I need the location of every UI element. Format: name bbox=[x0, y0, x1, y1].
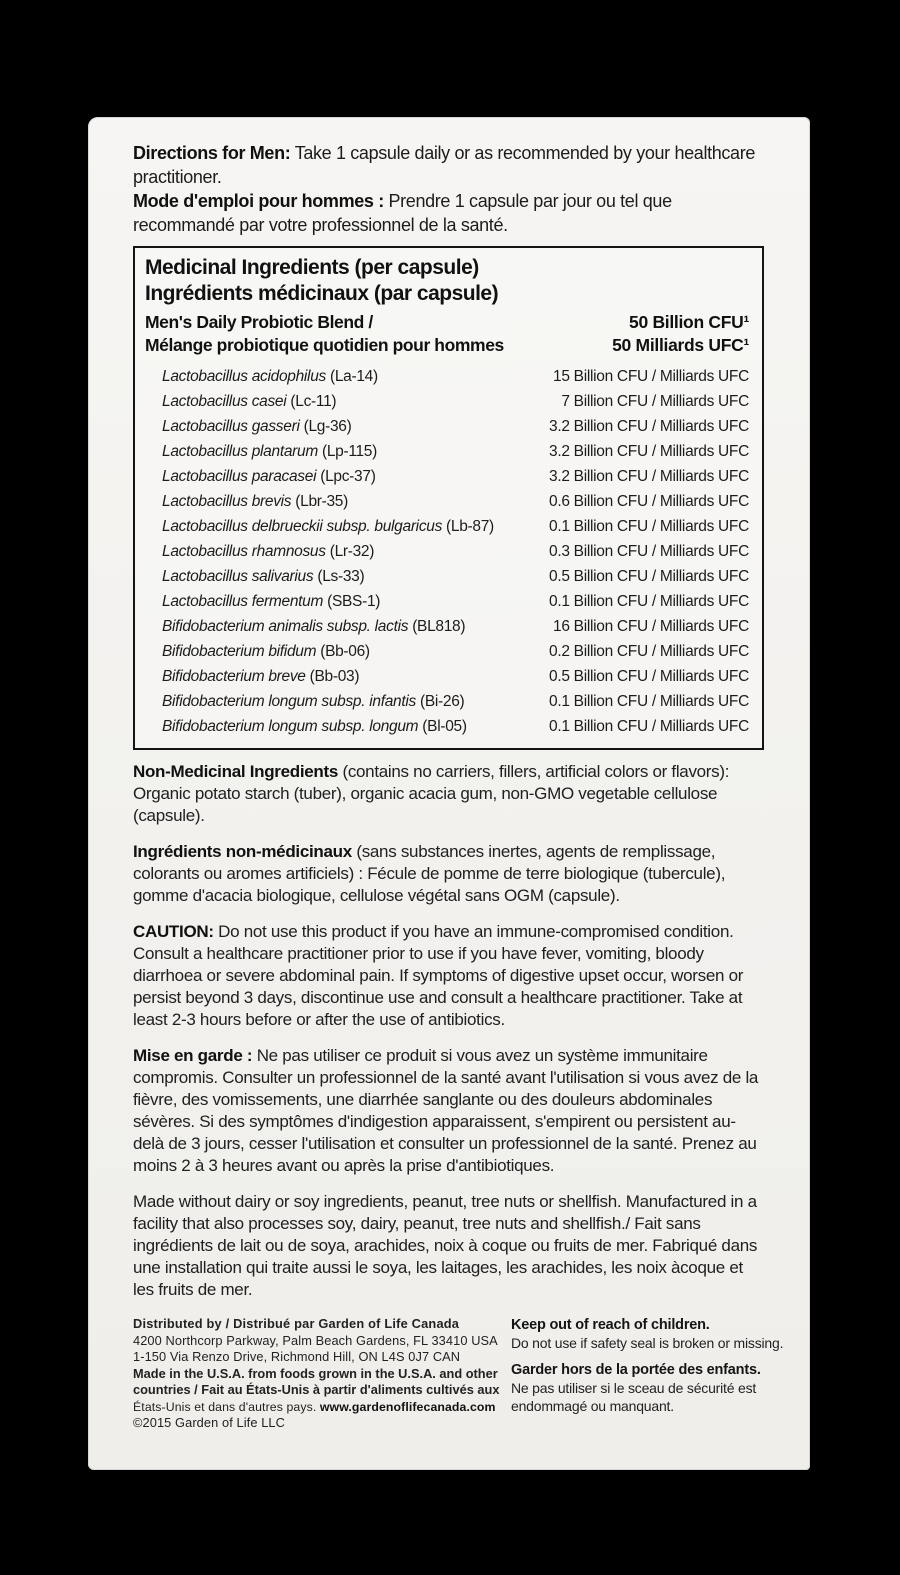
blend-name-fr: Mélange probiotique quotidien pour hommes bbox=[145, 335, 504, 355]
distributor-line2: 4200 Northcorp Parkway, Palm Beach Gardens, FL 33410 USA bbox=[133, 1332, 498, 1348]
organism-name: Bifidobacterium longum subsp. longum bbox=[162, 718, 419, 735]
caution-en bbox=[133, 921, 764, 1031]
copyright-line: ©2015 Garden of Life LLC bbox=[133, 1415, 285, 1430]
medicinal-ingredients-box bbox=[133, 246, 764, 750]
strain-code: (Ls-33) bbox=[317, 568, 365, 585]
organism-name: Lactobacillus brevis bbox=[162, 493, 292, 510]
ingredient-amount: 0.1 Billion CFU / Milliards UFC bbox=[549, 593, 749, 610]
ingredient-row bbox=[145, 564, 749, 589]
strain-code: (Bb-06) bbox=[320, 643, 370, 660]
non-medicinal-fr bbox=[133, 841, 764, 907]
ingredient-name bbox=[162, 689, 464, 714]
blend-amount bbox=[612, 311, 749, 357]
ingredient-amount: 7 Billion CFU / Milliards UFC bbox=[561, 393, 749, 410]
directions-en-text: Take 1 capsule daily or as recommended by your healthcare practitioner. bbox=[133, 143, 756, 187]
ingredient-rows bbox=[145, 364, 749, 739]
ingredient-amount: 0.1 Billion CFU / Milliards UFC bbox=[549, 518, 749, 535]
ingredient-amount: 0.2 Billion CFU / Milliards UFC bbox=[549, 643, 749, 660]
ingredient-amount: 0.1 Billion CFU / Milliards UFC bbox=[549, 718, 749, 735]
blend-name bbox=[145, 311, 504, 357]
strain-code: (BL818) bbox=[412, 618, 466, 635]
organism-name: Lactobacillus delbrueckii subsp. bulgaricus bbox=[162, 518, 443, 535]
ingredient-amount: 0.5 Billion CFU / Milliards UFC bbox=[549, 668, 749, 685]
strain-code: (Lbr-35) bbox=[295, 493, 348, 510]
ingredient-row bbox=[145, 664, 749, 689]
caution-fr-text: Ne pas utiliser ce produit si vous avez un système immunitaire compromis. Consulter un professionnel de la santé avant l'utilisation si vous avez de la fièvre, des vomissements, une diarrhée sanglante ou des douleurs abdominales sévères. Si des symptômes d'indigestion apparaissent, s'empirent ou persistent au-delà de 3 jours, cesser l'utilisation et consulter un professionnel de la santé. Prenez au moins 2 à 3 heures avant ou après la prise d'antibiotiques. bbox=[133, 1046, 759, 1175]
distributor-line5: countries / Fait au États-Unis à partir d'aliments cultivés aux bbox=[133, 1382, 500, 1397]
ingredient-amount: 3.2 Billion CFU / Milliards UFC bbox=[549, 443, 749, 460]
organism-name: Lactobacillus plantarum bbox=[162, 443, 318, 460]
caution-en-lead: CAUTION: bbox=[133, 922, 214, 941]
ingredient-name bbox=[162, 414, 351, 439]
probiotic-blend-row bbox=[145, 311, 749, 357]
directions-fr-lead: Mode d'emploi pour hommes : bbox=[133, 191, 384, 211]
non-medicinal-en-lead: Non-Medicinal Ingredients bbox=[133, 762, 339, 781]
ingredient-amount: 15 Billion CFU / Milliards UFC bbox=[553, 368, 749, 385]
caution-fr bbox=[133, 1045, 764, 1177]
blend-name-en: Men's Daily Probiotic Blend / bbox=[145, 312, 373, 332]
distributor-line6-regular: États-Unis et dans d'autres pays. bbox=[133, 1399, 320, 1414]
distributor-block bbox=[133, 1316, 500, 1432]
ingredient-name bbox=[162, 564, 364, 589]
ingredient-name bbox=[162, 489, 348, 514]
ingredient-row bbox=[145, 464, 749, 489]
ingredient-name bbox=[162, 439, 377, 464]
organism-name: Bifidobacterium animalis subsp. lactis bbox=[162, 618, 409, 635]
ingredient-name bbox=[162, 714, 467, 739]
organism-name: Lactobacillus rhamnosus bbox=[162, 543, 326, 560]
non-medicinal-en bbox=[133, 761, 764, 827]
strain-code: (Bb-03) bbox=[309, 668, 360, 685]
blend-amount-en: 50 Billion CFU¹ bbox=[629, 312, 749, 332]
keep-out-heading-en: Keep out of reach of children. bbox=[511, 1317, 710, 1333]
non-medicinal-en-text: (contains no carriers, fillers, artificial colors or flavors): Organic potato starch (tuber), organic acacia gum, non-GMO vegetable cellulose (capsule). bbox=[133, 762, 730, 825]
keep-out-heading-fr: Garder hors de la portée des enfants. bbox=[511, 1362, 761, 1378]
strain-code: (La-14) bbox=[329, 368, 378, 385]
ingredient-row bbox=[145, 689, 749, 714]
ingredient-row bbox=[145, 389, 749, 414]
keep-out-text-fr: Ne pas utiliser si le sceau de sécurité est endommagé ou manquant. bbox=[511, 1380, 757, 1414]
strain-code: (Bi-26) bbox=[419, 693, 465, 710]
strain-code: (Bl-05) bbox=[422, 718, 467, 735]
ingredient-name bbox=[162, 639, 370, 664]
ingredient-name bbox=[162, 514, 494, 539]
strain-code: (Lr-32) bbox=[329, 543, 375, 560]
organism-name: Lactobacillus gasseri bbox=[162, 418, 300, 435]
directions-en bbox=[133, 141, 764, 189]
strain-code: (Lb-87) bbox=[446, 518, 494, 535]
directions-en-lead: Directions for Men: bbox=[133, 143, 291, 163]
blend-amount-fr: 50 Milliards UFC¹ bbox=[612, 335, 749, 355]
medicinal-title-fr: Ingrédients médicinaux (par capsule) bbox=[145, 282, 499, 305]
supplement-label-panel bbox=[88, 117, 810, 1470]
ingredient-name bbox=[162, 389, 336, 414]
ingredient-name bbox=[162, 664, 359, 689]
ingredient-row bbox=[145, 714, 749, 739]
keep-out-text-en: Do not use if safety seal is broken or missing. bbox=[511, 1335, 784, 1351]
organism-name: Lactobacillus casei bbox=[162, 393, 287, 410]
ingredient-row bbox=[145, 589, 749, 614]
ingredient-amount: 0.1 Billion CFU / Milliards UFC bbox=[549, 693, 749, 710]
ingredient-amount: 0.5 Billion CFU / Milliards UFC bbox=[549, 568, 749, 585]
ingredient-row bbox=[145, 639, 749, 664]
ingredient-row bbox=[145, 539, 749, 564]
ingredient-name bbox=[162, 539, 374, 564]
organism-name: Lactobacillus paracasei bbox=[162, 468, 317, 485]
distributor-line1: Distributed by / Distribué par Garden of Life Canada bbox=[133, 1316, 460, 1331]
organism-name: Bifidobacterium bifidum bbox=[162, 643, 317, 660]
ingredient-amount: 16 Billion CFU / Milliards UFC bbox=[553, 618, 749, 635]
bottom-block bbox=[133, 1316, 784, 1432]
distributor-line3: 1-150 Via Renzo Drive, Richmond Hill, ON L4S 0J7 CAN bbox=[133, 1349, 461, 1364]
ingredient-name bbox=[162, 364, 378, 389]
ingredient-row bbox=[145, 489, 749, 514]
ingredient-amount: 0.3 Billion CFU / Milliards UFC bbox=[549, 543, 749, 560]
ingredient-name bbox=[162, 589, 380, 614]
non-medicinal-fr-lead: Ingrédients non-médicinaux bbox=[133, 842, 352, 861]
ingredient-amount: 3.2 Billion CFU / Milliards UFC bbox=[549, 468, 749, 485]
ingredient-amount: 0.6 Billion CFU / Milliards UFC bbox=[549, 493, 749, 510]
distributor-line4: Made in the U.S.A. from foods grown in the U.S.A. and other bbox=[133, 1365, 498, 1381]
strain-code: (SBS-1) bbox=[327, 593, 381, 610]
strain-code: (Lp-115) bbox=[321, 443, 377, 460]
medicinal-title-en: Medicinal Ingredients (per capsule) bbox=[145, 256, 479, 279]
ingredient-row bbox=[145, 364, 749, 389]
ingredient-row bbox=[145, 414, 749, 439]
website-url: www.gardenoflifecanada.com bbox=[319, 1399, 496, 1414]
ingredient-row bbox=[145, 439, 749, 464]
strain-code: (Lg-36) bbox=[303, 418, 352, 435]
organism-name: Bifidobacterium longum subsp. infantis bbox=[162, 693, 416, 710]
distributor-line6 bbox=[133, 1399, 495, 1416]
ingredient-amount: 3.2 Billion CFU / Milliards UFC bbox=[549, 418, 749, 435]
organism-name: Lactobacillus acidophilus bbox=[162, 368, 326, 385]
organism-name: Lactobacillus salivarius bbox=[162, 568, 314, 585]
keep-out-of-reach-block bbox=[511, 1316, 793, 1415]
directions-fr-text: Prendre 1 capsule par jour ou tel que recommandé par votre professionnel de la santé. bbox=[133, 191, 672, 235]
allergen-statement: Made without dairy or soy ingredients, peanut, tree nuts or shellfish. Manufactured in a facility that also processes soy, dairy, peanut, tree nuts and shellfish./ Fait sans ingrédients de lait ou de soya, arachides, noix à coque ou fruits de mer. Fabriqué dans une installation qui traite aussi le soya, les laitages, les arachides, les noix àcoque et les fruits de mer. bbox=[133, 1192, 758, 1299]
ingredient-name bbox=[162, 614, 465, 639]
strain-code: (Lc-11) bbox=[290, 393, 337, 410]
ingredient-name bbox=[162, 464, 376, 489]
directions-fr bbox=[133, 189, 764, 237]
caution-fr-lead: Mise en garde : bbox=[133, 1046, 253, 1065]
organism-name: Bifidobacterium breve bbox=[162, 668, 306, 685]
ingredient-row bbox=[145, 514, 749, 539]
caution-en-text: Do not use this product if you have an immune-compromised condition. Consult a healthcare practitioner prior to use if you have fever, vomiting, bloody diarrhoea or severe abdominal pain. If symptoms of digestive upset occur, worsen or persist beyond 3 days, discontinue use and consult a healthcare practitioner. Take at least 2-3 hours before or after the use of antibiotics. bbox=[133, 922, 744, 1029]
strain-code: (Lpc-37) bbox=[320, 468, 376, 485]
ingredient-row bbox=[145, 614, 749, 639]
organism-name: Lactobacillus fermentum bbox=[162, 593, 324, 610]
non-medicinal-fr-text: (sans substances inertes, agents de remplissage, colorants ou aromes artificiels) : Fécule de pomme de terre biologique (tubercule), gomme d'acacia biologique, cellulose végétal sans OGM (capsule). bbox=[133, 842, 726, 905]
